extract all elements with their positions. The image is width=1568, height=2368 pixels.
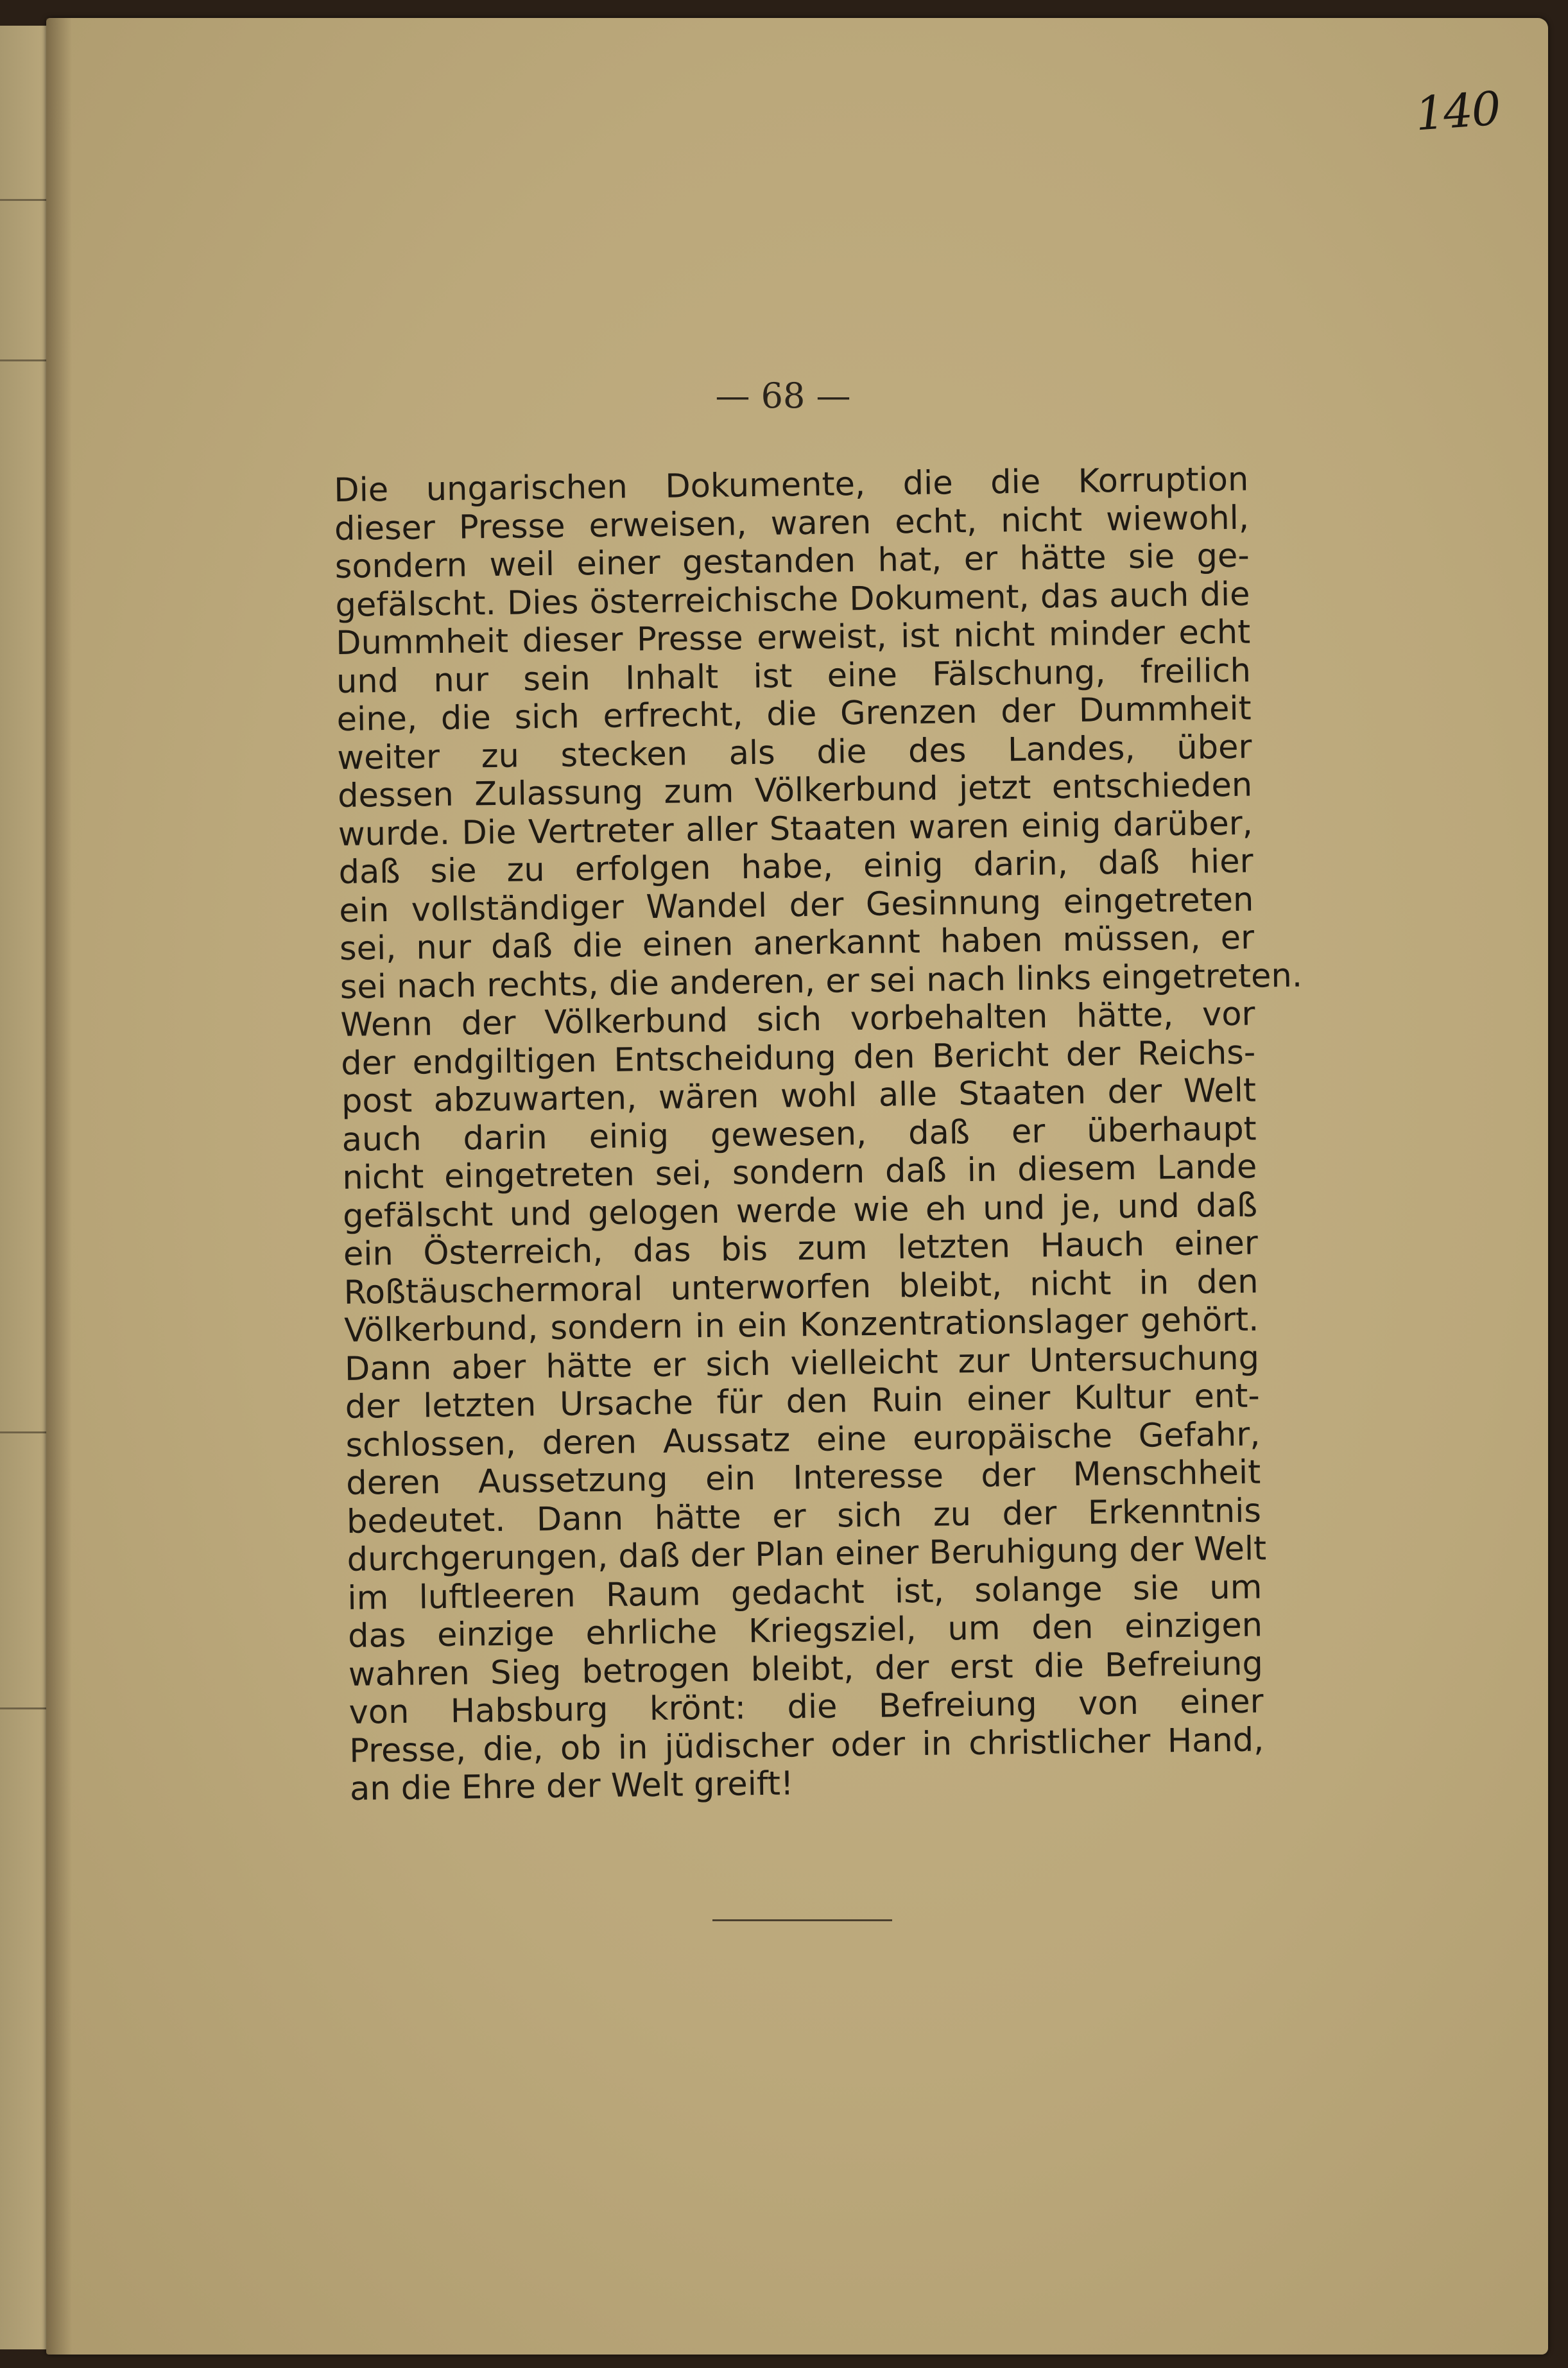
text-line: sondern weil einer gestanden hat, er hätte sie ge- — [334, 537, 1250, 586]
text-line: gefälscht und gelogen werde wie eh und je, und daß — [342, 1186, 1258, 1236]
text-line: Dummheit dieser Presse erweist, ist nicht minder echt — [335, 613, 1251, 662]
text-line: Die ungarischen Dokumente, die die Korruption — [334, 460, 1249, 510]
text-line: eine, die sich erfrecht, die Grenzen der Dummheit — [336, 689, 1252, 739]
text-line: Presse, die, ob in jüdischer oder in christlicher Hand, — [349, 1720, 1264, 1770]
text-line: im luftleeren Raum gedacht ist, solange sie um — [347, 1568, 1262, 1618]
closing-rule — [712, 1919, 892, 1921]
text-line: ein Österreich, das bis zum letzten Hauch einer — [343, 1224, 1259, 1274]
text-line: der letzten Ursache für den Ruin einer Kultur ent- — [345, 1377, 1261, 1426]
text-line: daß sie zu erfolgen habe, einig darin, daß hier — [338, 842, 1254, 892]
text-line: das einzige ehrliche Kriegsziel, um den einzigen — [347, 1606, 1263, 1655]
body-text — [334, 460, 1303, 1809]
text-line: der endgiltigen Entscheidung den Bericht der Reichs- — [340, 1033, 1256, 1083]
text-line: und nur sein Inhalt ist eine Fälschung, freilich — [336, 652, 1252, 701]
text-line: gefälscht. Dies österreichische Dokument, das auch die — [335, 575, 1250, 625]
text-line: ein vollständiger Wandel der Gesinnung eingetreten — [338, 881, 1254, 930]
text-line: weiter zu stecken als die des Landes, über — [337, 728, 1252, 777]
text-line: post abzuwarten, wären wohl alle Staaten der Welt — [341, 1071, 1257, 1121]
text-line: durchgerungen, daß der Plan einer Beruhigung der Welt — [347, 1530, 1267, 1579]
text-line: Roßtäuschermoral unterworfen bleibt, nicht in den — [343, 1262, 1259, 1312]
text-line: dieser Presse erweisen, waren echt, nicht wiewohl, — [334, 499, 1250, 548]
text-line: wahren Sieg betrogen bleibt, der erst die Befreiung — [348, 1644, 1264, 1694]
text-line: dessen Zulassung zum Völkerbund jetzt entschieden — [337, 766, 1253, 815]
text-line: von Habsburg krönt: die Befreiung von einer — [349, 1682, 1264, 1732]
text-line: deren Aussetzung ein Interesse der Menschheit — [345, 1453, 1261, 1503]
text-line: nicht eingetreten sei, sondern daß in diesem Lande — [342, 1148, 1257, 1197]
text-line: sei, nur daß die einen anerkannt haben müssen, er — [339, 919, 1255, 968]
text-line: Dann aber hätte er sich vielleicht zur Untersuchung — [344, 1338, 1260, 1388]
spine-shadow — [46, 18, 72, 2355]
text-line: sei nach rechts, die anderen, er sei nach links eingetreten. — [340, 956, 1303, 1007]
text-line: Wenn der Völkerbund sich vorbehalten hätte, vor — [340, 995, 1255, 1044]
text-line: Völkerbund, sondern in ein Konzentrationslager gehört. — [343, 1301, 1259, 1350]
text-line: bedeutet. Dann hätte er sich zu der Erkenntnis — [346, 1491, 1262, 1541]
handwritten-folio-number: 140 — [1413, 81, 1502, 141]
text-line: schlossen, deren Aussatz eine europäische Gefahr, — [345, 1415, 1261, 1465]
page-number: — 68 — — [715, 376, 851, 416]
text-line: an die Ehre der Welt greift! — [349, 1765, 794, 1808]
text-line: wurde. Die Vertreter aller Staaten waren einig darüber, — [338, 804, 1254, 854]
text-line: auch darin einig gewesen, daß er überhaupt — [341, 1110, 1257, 1159]
